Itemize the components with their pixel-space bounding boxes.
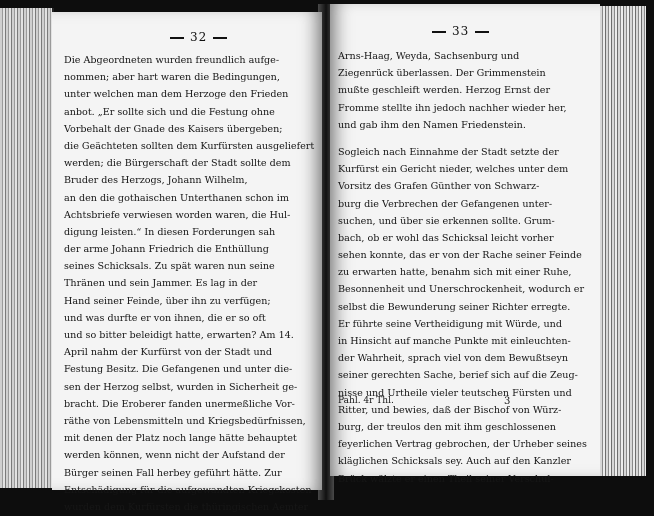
text-line: Arns-Haag, Weyda, Sachsenburg und — [338, 51, 520, 62]
text-line: unter welchen man dem Herzoge den Frieden — [64, 89, 289, 101]
text-line: sen der Herzog selbst, wurden in Sicherheit ge- — [64, 381, 298, 393]
text-line: und gab ihm den Namen Friedenstein. — [338, 119, 526, 131]
sheet-number: 3 — [504, 396, 511, 407]
text-line: bracht. Die Eroberer fanden unermeßliche Vor- — [64, 398, 295, 410]
text-line: anbot. „Er sollte sich und die Festung ohne — [64, 106, 275, 118]
text-line: an den die gothaischen Unterthanen schon im — [64, 192, 289, 204]
paragraph-gap — [338, 134, 592, 144]
text-line: mußte geschleift werden. Herzog Ernst der — [338, 85, 551, 97]
right-page-edges — [598, 6, 646, 476]
text-line: mit denen der Platz noch lange hätte behauptet — [64, 433, 297, 445]
text-line: Achtsbriefe verwiesen worden waren, die Hul- — [64, 209, 291, 221]
text-line: April nahm der Kurfürst von der Stadt und — [64, 347, 272, 359]
text-line: Fromme stellte ihn jedoch nachher wieder her, — [338, 102, 567, 114]
text-line: Bürger seinen Fall herbey geführt hätte. Zur — [64, 467, 282, 479]
right-page-text — [338, 48, 592, 488]
text-line: der Wahrheit, sprach viel von dem Bewußtseyn — [338, 353, 569, 365]
text-line: Ziegenrück überlassen. Der Grimmenstein — [338, 68, 546, 80]
text-line: kläglichen Schicksals sey. Auch auf den Kanzler — [338, 456, 571, 468]
text-line: burg die Verbrechen der Gefangenen unter- — [338, 198, 553, 210]
left-page-edges — [0, 8, 54, 488]
text-line: bach, ob er wohl das Schicksal leicht vorher — [338, 232, 554, 244]
text-line: feyerlichen Vertrag gebrochen, der Urheber seines — [338, 439, 587, 451]
left-page — [52, 12, 322, 513]
text-line: digung leisten.“ In diesen Forderungen sah — [64, 226, 276, 238]
text-line: Entschädigung für die aufgewandten Kriegskosten — [64, 484, 312, 496]
text-line: und was durfte er von ihnen, die er so oft — [64, 312, 266, 324]
text-line: seines Schicksals. Zu spät waren nun seine — [64, 261, 275, 273]
text-line: Kurfürst ein Gericht nieder, welches unter dem — [338, 164, 569, 176]
text-line: selbst die Bewunderung seiner Richter erregte. — [338, 301, 571, 313]
text-line: werden; die Bürgerschaft der Stadt sollte dem — [64, 158, 291, 170]
text-line: Vorbehalt der Gnade des Kaisers übergeben; — [64, 123, 283, 135]
text-line: Thränen und sein Jammer. Es lag in der — [64, 278, 258, 290]
text-line: seiner gerechten Sache, berief sich auf die Zeug- — [338, 370, 578, 382]
text-line: die Geächteten sollten dem Kurfürsten ausgeliefert — [64, 140, 315, 152]
text-line: wurden dem Kurfürsten die thüringischen Aemter — [64, 501, 309, 513]
page-number: 32 — [164, 30, 233, 44]
page-footer — [338, 396, 592, 406]
text-line: sehen konnte, das er von der Rache seiner Feinde — [338, 250, 582, 262]
text-line: Besonnenheit und Unerschrockenheit, wodurch er — [338, 284, 585, 296]
text-line: Die Abgeordneten wurden freundlich aufge- — [64, 55, 280, 66]
text-line: nisse und Urtheile vieler teutschen Fürsten und — [338, 387, 572, 399]
right-page — [330, 4, 600, 485]
text-line: in Hinsicht auf manche Punkte mit einleuchten- — [338, 336, 571, 347]
text-line: Er führte seine Vertheidigung mit Würde, und — [338, 318, 563, 330]
page-number: 33 — [426, 24, 495, 38]
text-line: Sogleich nach Einnahme der Stadt setzte der — [338, 146, 559, 158]
signature-mark: Pahl. 4r Thl. — [338, 396, 394, 406]
text-line: zu erwarten hatte, benahm sich mit einer Ruhe, — [338, 267, 572, 279]
left-page-text — [64, 52, 316, 516]
text-line: räthe von Lebensmitteln und Kriegsbedürfnissen, — [64, 415, 306, 427]
text-line: und so bitter beleidigt hatte, erwarten? Am 14. — [64, 330, 294, 341]
text-line: suchen, und über sie erkennen sollte. Grum- — [338, 215, 555, 227]
text-line: Vorsitz des Grafen Günther von Schwarz- — [338, 181, 540, 193]
text-line: Bruder des Herzogs, Johann Wilhelm, — [64, 175, 248, 187]
text-line: nommen; aber hart waren die Bedingungen, — [64, 72, 280, 84]
text-line: Hand seiner Feinde, über ihn zu verfügen; — [64, 295, 271, 307]
text-line: burg, der treulos den mit ihm geschlossenen — [338, 421, 556, 433]
text-line: Ritter, und bewies, daß der Bischof von Würz- — [338, 404, 562, 416]
text-line: der arme Johann Friedrich die Enthüllung — [64, 244, 269, 256]
text-line: werden können, wenn nicht der Aufstand der — [64, 450, 285, 462]
text-line: Festung Besitz. Die Gefangenen und unter die- — [64, 364, 293, 376]
text-line: Brück wälzte er einen Theil seiner Verschul- — [338, 473, 554, 485]
